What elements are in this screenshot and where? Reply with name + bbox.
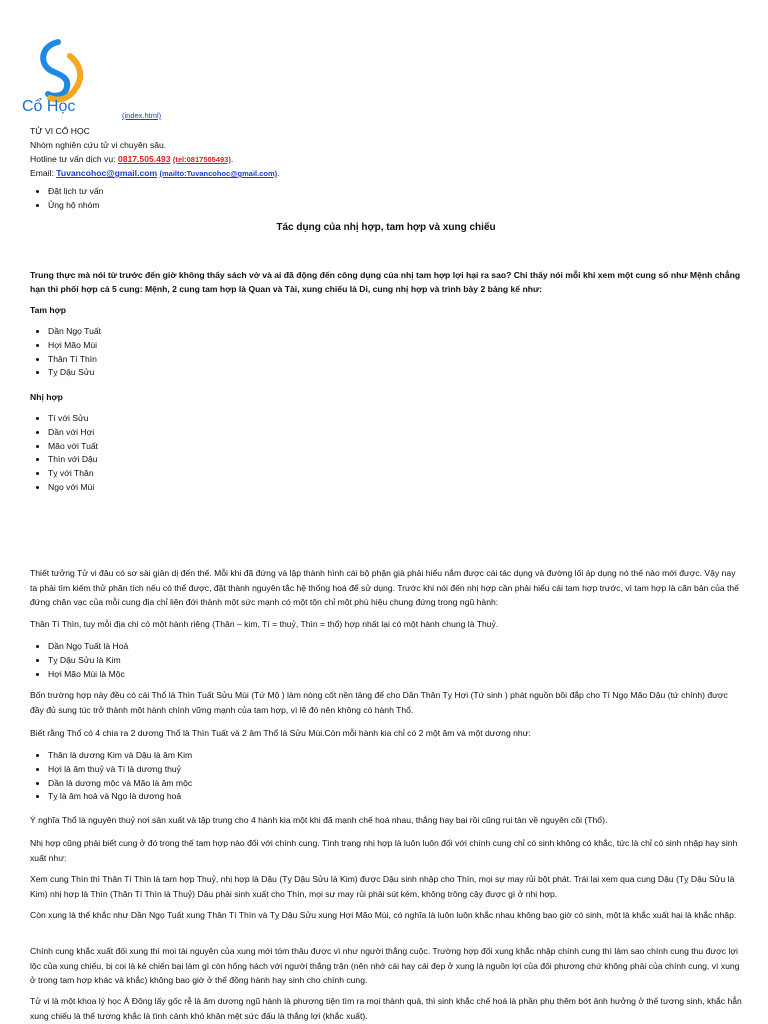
site-header [30, 124, 742, 180]
list-item: • Hợi Mão Mùi [48, 339, 760, 353]
nhi-hop-list [30, 412, 760, 495]
paragraph: Xem cung Thìn thì Thân Tí Thìn là tam hợp Thuỷ, nhị hợp là Dậu (Tỵ Dậu Sửu là Kim) được Dậu sinh nhập cho Thìn, mọi sự may rủi bột phát. Trái lại xem qua cung Dậu (Tỵ Dậu Sửu là Kim) nhị hợp là Thìn (Thân Tí Thìn là Thuỷ) Dậu phải sinh xuất cho Thìn, mọi sự may rủi phải sút kém, không trông cậy được gì ở nhị hợp. [30, 874, 735, 899]
list-item: • Tỵ với Thân [48, 467, 760, 481]
element-list [30, 640, 760, 681]
mailto-link[interactable]: (mailto:Tuvancohoc@gmail.com) [159, 169, 278, 178]
site-name: TỬ VI CỔ HỌC [30, 126, 90, 136]
email-line: Email: Tuvancohoc@gmail.com (mailto:Tuvancohoc@gmail.com). [30, 168, 280, 178]
email-link[interactable]: Tuvancohoc@gmail.com [56, 168, 158, 178]
nav-item-support[interactable]: • Ủng hộ nhóm [48, 199, 103, 213]
list-item: • Tỵ là âm hoả và Ngọ là dương hoả [48, 790, 760, 804]
list-item: • Tí với Sửu [48, 412, 760, 426]
list-item: • Thìn với Dậu [48, 453, 760, 467]
paragraph: Tử vi là một khoa lý học Á Đông lấy gốc rễ là âm dương ngũ hành là phương tiện tìm ra mọi thành quả, thì sinh khắc chế hoá là phần phụ thêm bớt ảnh hưởng ở thế tương sinh, khắc hẳn xung chiếu là thế tương khắc là tình cảnh khó khăn mệt sức đấu là thắng lợi (khắc xuất). [30, 996, 742, 1021]
page-title: Tác dụng của nhị hợp, tam hợp và xung chiếu [276, 222, 496, 233]
intro-paragraph: Trung thực mà nói từ trước đến giờ không thấy sách vở và ai đã động đến công dụng của nhị tam hợp lợi hại ra sao? Chỉ thấy nói mỗi khi xem một cung số như Mệnh chẳng hạn thì phối hợp cả 5 cung: Mệnh, 2 cung tam hợp là Quan và Tài, xung chiếu là Di, cung nhị hợp và trình bày 2 bảng kế như: [30, 270, 741, 294]
nav-item-booking[interactable]: • Đặt lịch tư vấn [48, 185, 103, 199]
paragraph: Ý nghĩa Thổ là nguyên thuỷ nơi sản xuất và tập trung cho 4 hành kia một khi đã mạnh chế hoá nhau, thắng hay bại rồi cũng rụi tàn về nguyên cõi (Thổ). [30, 815, 608, 825]
list-item: • Mão với Tuất [48, 440, 760, 454]
paragraph: Bốn trường hợp này đều có cái Thổ là Thìn Tuất Sửu Mùi (Tứ Mộ ) làm nòng cốt nền tảng để cho Dần Thân Tỵ Hợi (Tứ sinh ) phát nguồn bồi đắp cho Tí Ngọ Mão Dậu (tứ chính) được đầy đủ sung túc trở thành một hành chính vững mạnh của tam hợp, vì lẽ đó nên không có hành Thổ. [30, 690, 728, 715]
list-item: • Dần Ngọ Tuất là Hoả [48, 640, 760, 654]
hotline-number[interactable]: 0817.505.493 [117, 154, 171, 164]
site-tagline: Nhóm nghiên cứu tử vi chuyên sâu. [30, 140, 167, 150]
logo-text[interactable]: Cổ Học [22, 98, 76, 115]
yin-yang-list [30, 749, 760, 804]
hotline: Hotline tư vấn dịch vụ: 0817.505.493 (tel:0817505493). [30, 154, 234, 164]
paragraph: Biết rằng Thổ có 4 chia ra 2 dương Thổ là Thìn Tuất và 2 âm Thổ là Sửu Mùi.Còn mỗi hành kia chỉ có 2 một âm và một dương như: [30, 728, 531, 738]
paragraph: Thiết tưởng Tử vi đâu có sơ sài giản dị đến thế. Mỗi khi đã đứng và lập thành hình cái bộ phận già phải hiểu nắm được cái tác dụng và đường lối áp dụng nó thế nào mới được. Vậy nay ta phải tìm kiếm thử phân tích nếu có thể được, đặt thành nguyên tắc hệ thống hoá để sử dụng. Trước khi nói đến nhị hợp cần phải hiểu cái tam hợp trước, vì tam hợp là căn bản của thế đứng chân vạc của mỗi cung địa chỉ liên đới thành một sức mạnh có một tôn chỉ một phù hiệu chung đứng trong ngũ hành: [30, 568, 739, 608]
list-item: • Tỵ Dậu Sửu là Kim [48, 654, 760, 668]
hotline-tel-link[interactable]: (tel:0817505493) [172, 155, 231, 164]
list-item: • Dần Ngọ Tuất [48, 325, 760, 339]
list-item: • Hợi Mão Mùi là Mộc [48, 668, 760, 682]
paragraph: Thân Tí Thìn, tuy mỗi địa chi có một hành riêng (Thân – kim, Tí = thuỷ, Thìn = thổ) hợp nhất lại có một hành chung là Thuỷ. [30, 619, 499, 629]
paragraph: Chính cung khắc xuất đối xung thì mọi tài nguyên của xung mới tóm thâu được vì như người thắng cuộc. Trường hợp đối xung khắc nhập chính cung thì làm sao chính cung thu được lợi lộc của xung chiếu, bị coi là kẻ chiến bại làm gì còn hống hách với người thắng trận (nên nhớ cái hay cái đẹp ở xung là nguồn lợi của đối phương chứ không phải của chính cung, vì xung ở trong tam hợp khác và khắc) không bao giờ ở thế đồng hành hay sinh cho chính cung. [30, 946, 740, 986]
paragraph: Còn xung là thế khắc như Dần Ngọ Tuất xung Thân Tí Thìn và Tỵ Dậu Sửu xung Hợi Mão Mùi, có nghĩa là luôn luôn khắc nhau không bao giờ có sinh, một là khắc xuất hai là khắc nhập. [30, 910, 737, 920]
nav-list [30, 185, 103, 213]
tam-hop-list [30, 325, 760, 380]
list-item: • Dần với Hợi [48, 426, 760, 440]
paragraph: Nhị hợp cũng phải biết cung ở đó trong thế tam hợp nào đối với chính cung. Tình trạng nhị hợp là luôn luôn đối với chính cung chỉ có sinh không có khắc, tức là chỉ có sinh nhập hay sinh xuất như: [30, 838, 738, 863]
nhi-hop-heading: Nhị hợp [30, 392, 63, 402]
list-item: • Dần là dương mộc và Mão là âm mộc [48, 777, 760, 791]
list-item: • Tỵ Dậu Sửu [48, 366, 760, 380]
home-link[interactable]: (index.html) [122, 111, 162, 120]
list-item: • Hợi là âm thuỷ và Tí là dương thuỷ [48, 763, 760, 777]
list-item: • Ngọ với Mùi [48, 481, 760, 495]
list-item: • Thân Tí Thìn [48, 353, 760, 367]
list-item: • Thân là dương Kim và Dậu là âm Kim [48, 749, 760, 763]
tam-hop-heading: Tam hợp [30, 305, 67, 315]
